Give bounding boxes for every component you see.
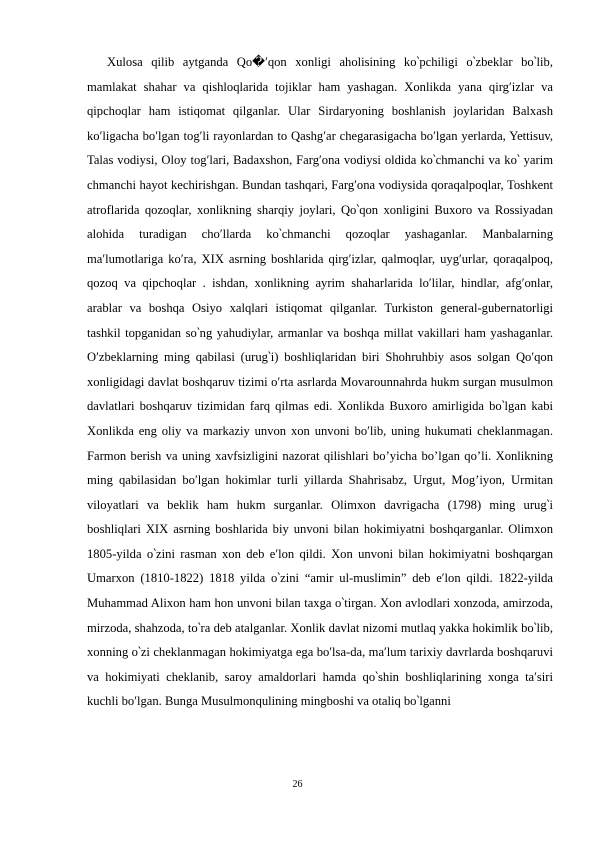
- document-page: [87, 50, 553, 714]
- body-paragraph: Xulosa qilib aytganda Qo�′qon xonligi aholisining ko‵pchiligi o‵zbeklar bo‵lib, mamlakat shahar va qishloqlarida tojiklar ham yashagan. Xonlikda yana qirg′izlar va qipchoqlar ham istiqomat qilganlar. Ular Sirdaryoning boshlanish joylaridan Balxash ko′ligacha bo′lgan tog′li rayonlardan to Qashg′ar chegarasigacha bo′lgan yerlarda, Yettisuv, Talas vodiysi, Oloy tog′lari, Badaxshon, Farg′ona vodiysi oldida ko‵chmanchi va ko‵ yarim chmanchi hayot kechirishgan. Bundan tashqari, Farg′ona vodiysida qoraqalpoqlar, Toshkent atroflarida qozoqlar, xonlikning sharqiy joylari, Qo‵qon xonligini Buxoro va Rossiyadan alohida turadigan cho′llarda ko‵chmanchi qozoqlar yashaganlar. Manbalarning ma′lumotlariga ko′ra, XIX asrning boshlarida qirg′izlar, qalmoqlar, uyg′urlar, qoraqalpoq, qozoq va qipchoqlar . ishdan, xonlikning ayrim shaharlarida lo′lilar, hindlar, afg′onlar, arablar va boshqa Osiyo xalqlari istiqomat qilganlar. Turkiston general-gubernatorligi tashkil topganidan so‵ng yahudiylar, armanlar va boshqa millat vakillari ham yashaganlar. O′zbeklarning ming qabilasi (urug‵i) boshliqlaridan biri Shohruhbiy asos solgan Qo′qon xonligidagi davlat boshqaruv tizimi o′rta asrlarda Movarounnahrda hukm surgan musulmon davlatlari boshqaruv tizimidan farq qilmas edi. Xonlikda Buxoro amirligida bo‵lgan kabi Xonlikda eng oliy va markaziy unvon xon unvoni bo′lib, uning hukumati cheklanmagan. Farmon berish va uning xavfsizligini nazorat qilishlari bo’yicha bo’lgan qo’li. Xonlikning ming qabilasidan bo′lgan hokimlar turli yillarda Shahrisabz, Urgut, Mog’iyon, Urmitan viloyatlari va beklik ham hukm surganlar. Olimxon davrigacha (1798) ming urug‵i boshliqlari XIX asrning boshlarida biy unvoni bilan hokimiyatni boshqarganlar. Olimxon 1805-yilda o‵zini rasman xon deb e′lon qildi. Xon unvoni bilan hokimiyatni boshqargan Umarxon (1810-1822) 1818 yilda o‵zini “amir ul-muslimin” deb e′lon qildi. 1822-yilda Muhammad Alixon ham hon unvoni bilan taxga o‵tirgan. Xon avlodlari xonzoda, amirzoda, mirzoda, shahzoda, to‵ra deb atalganlar. Xonlik davlat nizomi mutlaq yakka hokimlik bo‵lib, xonning o‵zi cheklanmagan hokimiyatga ega bo′lsa-da, ma′lum tarixiy davrlarda boshqaruvi va hokimiyati cheklanib, saroy amaldorlari hamda qo‵shin boshliqlarining xonga ta′siri kuchli bo′lgan. Bunga Musulmonqulining mingboshi va otaliq bo‵lganni: [87, 55, 553, 709]
- page-number: 26: [292, 779, 303, 790]
